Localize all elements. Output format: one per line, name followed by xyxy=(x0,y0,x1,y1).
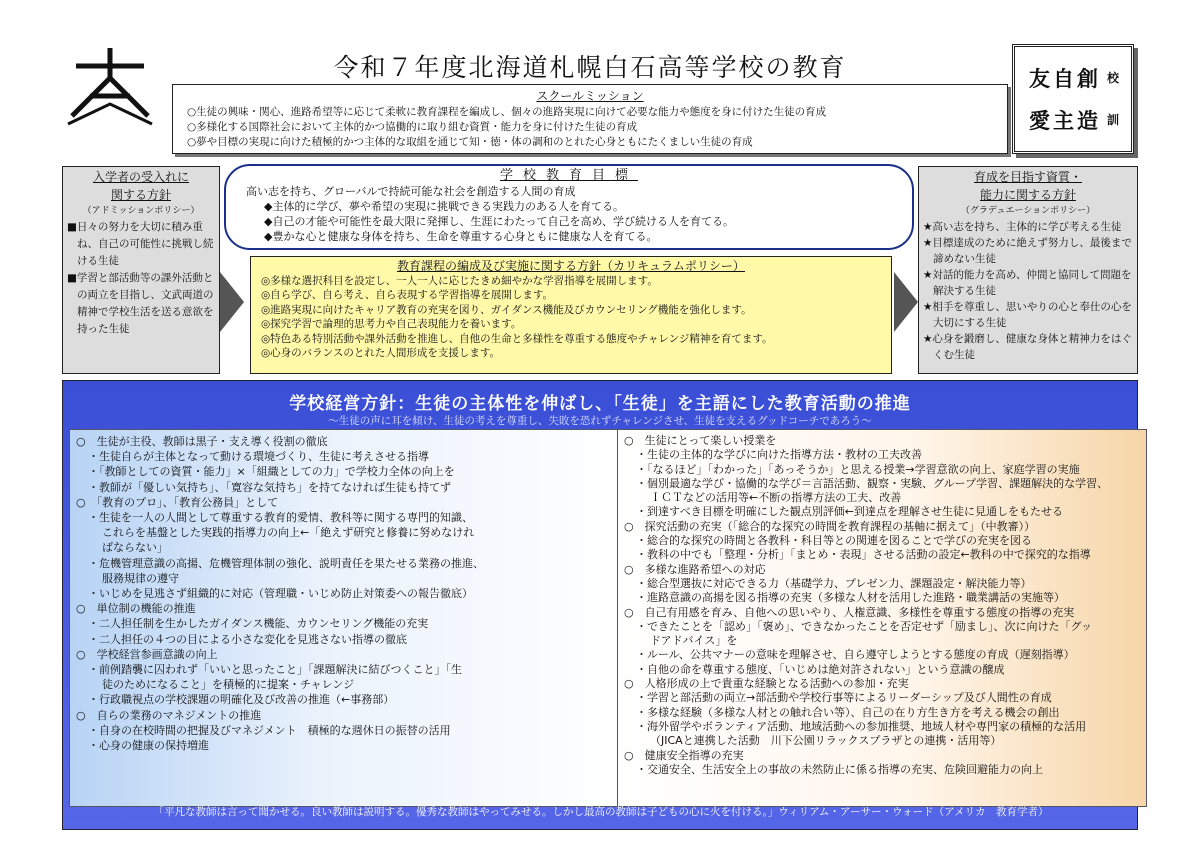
curriculum-line: ◎多様な選択科目を設定し、一人一人に応じたきめ細やかな学習指導を展開します。 xyxy=(261,275,658,287)
school-motto xyxy=(1012,44,1134,154)
graduation-policy-box xyxy=(918,166,1138,374)
goals-heading: 学校教育目標 xyxy=(499,168,638,183)
policy-item: ・到達すべき目標を明確にした観点別評価←到達点を理解させ生徒に見通しをもたせる xyxy=(636,505,1063,519)
management-subtitle: ～生徒の声に耳を傾け、生徒の考えを尊重し、失敗を恐れずチャレンジさせ、生徒を支えるグッドコーチであろう～ xyxy=(328,415,872,427)
mission-line: ○生徒の興味・関心、進路希望等に応じて柔軟に教育課程を編成し、個々の進路実現に向けて必要な能力や態度を身に付けた生徒の育成 xyxy=(187,106,827,118)
policy-item: ・進路意識の高揚を図る指導の充実（多様な人材を活用した進路・職業講話の実施等） xyxy=(636,591,1065,605)
management-left-column xyxy=(69,429,625,807)
admission-heading-1: 入学者の受入れに xyxy=(92,170,189,184)
mission-line: ○多様化する国際社会において主体的かつ協働的に取り組む資質・能力を身に付けた生徒の育成 xyxy=(187,121,638,133)
policy-item: ・多様な経験（多様な人材との触れ合い等）、自己の在り方生き方を考える機会の創出 xyxy=(636,705,1060,719)
goals-line: ◆主体的に学び、夢や希望の実現に挑戦できる実践力のある人を育てる。 xyxy=(264,200,625,213)
admission-heading-2: 関する方針 xyxy=(110,188,171,202)
curriculum-line: ◎進路実現に向けたキャリア教育の充実を図り、ガイダンス機能及びカウンセリング機能を強化します。 xyxy=(261,303,752,316)
policy-item: ＩＣＴなどの活用等←不断の指導方法の工夫、改善 xyxy=(650,491,902,505)
policy-item: ・生徒を一人の人間として尊重する教育的愛情、教科等に関する専門的知識、 xyxy=(88,511,473,525)
motto-row-1: 友自創 xyxy=(1029,66,1101,91)
policy-item: これらを基盤とした実践的指導力の向上←「絶えず研究と修養に努めなけれ xyxy=(102,526,475,540)
graduation-item: ★目標達成のために絶えず努力し、最後まで諦めない生徒 xyxy=(923,237,1132,265)
management-title: 学校経営方針：生徒の主体性を伸ばし、「生徒」を主語にした教育活動の推進 xyxy=(289,394,911,414)
policy-item: ・できたことを「認め」「褒め」、できなかったことを否定せず「励まし」、次に向けた「グッ xyxy=(636,619,1092,633)
policy-heading: ○ 学校経営参画意識の向上 xyxy=(76,647,218,661)
policy-heading: ○ 生徒にとって楽しい授業を xyxy=(624,434,777,447)
graduation-heading-1: 育成を目指す資質・ xyxy=(973,170,1082,184)
graduation-subheading: （グラデュエーションポリシー） xyxy=(960,206,1096,216)
policy-item: 服務規律の遵守 xyxy=(102,571,179,585)
arrow-right-icon xyxy=(894,272,918,332)
policy-item: ・個別最適な学び・協働的な学び＝言語活動、観察・実験、グループ学習、課題解決的な学習、 xyxy=(636,476,1109,490)
policy-item: ・自身の在校時間の把握及びマネジメント 積極的な週休日の振替の活用 xyxy=(88,723,451,737)
graduation-heading-2: 能力に関する方針 xyxy=(979,188,1076,202)
curriculum-line: ◎自ら学び、自ら考え、自ら表現する学習指導を展開します。 xyxy=(261,289,554,302)
policy-item: ・いじめを見逃さず組織的に対応（管理職・いじめ防止対策委への報告徹底） xyxy=(88,587,473,601)
policy-item: ・総合型選抜に対応できる力（基礎学力、プレゼン力、課題設定・解決能力等） xyxy=(636,576,1032,590)
policy-item: ばならない」 xyxy=(102,541,168,555)
policy-item: ・ルール、公共マナーの意味を理解させ、自ら遵守しようとする態度の育成（遅刻指導） xyxy=(636,648,1075,662)
policy-item: ・行政職視点の学校課題の明確化及び改善の推進（←事務部） xyxy=(88,693,395,707)
policy-item: （JICAと連携した活動 川下公園リラックスプラザとの連携・活用等） xyxy=(650,734,1002,748)
goals-line: ◆豊かな心と健康な身体を持ち、生命を尊重する心身ともに健康な人を育てる。 xyxy=(264,230,658,243)
curriculum-line: ◎特色ある特別活動や課外活動を推進し、自他の生命と多様性を尊重する態度やチャレンジ精神を育てます。 xyxy=(261,332,773,345)
policy-heading: ○ 健康安全指導の充実 xyxy=(624,748,744,762)
policy-item: ・「なるほど」「わかった」「あっそうか」と思える授業→学習意欲の向上、家庭学習の実施 xyxy=(636,462,1080,476)
page-title: 令和７年度北海道札幌白石高等学校の教育 xyxy=(333,53,847,82)
policy-heading: ○ 「教育のプロ」、「教育公務員」として xyxy=(76,495,279,509)
mission-line: ○夢や目標の実現に向けた積極的かつ主体的な取組を通じて知・徳・体の調和のとれた心身ともにたくましい生徒の育成 xyxy=(187,136,753,148)
school-mission-box xyxy=(172,84,1008,154)
policy-item: ドアドバイス」を xyxy=(650,634,738,648)
admission-policy-box xyxy=(62,166,220,374)
motto-label-1: 校 xyxy=(1106,71,1119,85)
policy-heading: ○ 人格形成の上で貴重な経験となる活動への参加・充実 xyxy=(624,677,909,691)
policy-item: ・自他の命を尊重する態度、「いじめは絶対許されない」という意識の醸成 xyxy=(636,662,1005,676)
admission-item: ■学習と部活動等の課外活動との両立を目指し、文武両道の精神で学校生活を送る意欲を持った生徒 xyxy=(67,272,214,335)
policy-item: ・前例踏襲に囚われず「いいと思ったこと」「課題解決に結びつくこと」「生 xyxy=(88,663,462,677)
graduation-item: ★相手を尊重し、思いやりの心と奉仕の心を大切にする生徒 xyxy=(923,301,1132,329)
policy-item: ・教科の中でも「整理・分析」「まとめ・表現」させる活動の設定←教科の中で探究的な指導 xyxy=(636,548,1091,562)
policy-item: ・「教師としての資質・能力」×「組織としての力」で学校力全体の向上を xyxy=(88,465,455,479)
policy-item: ・生徒の主体的な学びに向けた指導方法・教材の工夫改善 xyxy=(636,448,922,462)
curriculum-line: ◎探究学習で論理的思考力や自己表現能力を養います。 xyxy=(261,318,522,331)
school-goals-box xyxy=(224,164,914,250)
policy-item: 徒のためになること」を積極的に提案・チャレンジ xyxy=(102,678,355,692)
admission-item: ■日々の努力を大切に積み重ね、自己の可能性に挑戦し続ける生徒 xyxy=(67,221,214,267)
motto-label-2: 訓 xyxy=(1106,113,1119,127)
mission-heading: スクールミッション xyxy=(536,89,644,103)
management-policy-panel xyxy=(62,380,1138,830)
motto-row-2: 愛主造 xyxy=(1029,108,1101,133)
policy-heading: ○ 生徒が主役、教師は黒子・支え導く役割の徹底 xyxy=(76,435,328,448)
goals-line: ◆自己の才能や可能性を最大限に発揮し、生涯にわたって自己を高め、学び続ける人を育てる。 xyxy=(264,215,735,228)
policy-item: ・教師が「優しい気持ち」、「寛容な気持ち」を持てなければ生徒も持てず xyxy=(88,480,451,494)
management-right-column xyxy=(617,429,1147,807)
policy-item: ・交通安全、生活安全上の事故の未然防止に係る指導の充実、危険回避能力の向上 xyxy=(636,762,1043,776)
goals-line: 高い志を持ち、グローバルで持続可能な社会を創造する人間の育成 xyxy=(246,185,576,198)
graduation-item: ★心身を鍛磨し、健康な身体と精神力をはぐくむ生徒 xyxy=(923,333,1132,361)
policy-item: ・二人担任の４つの目による小さな変化を見逃さない指導の徹底 xyxy=(88,632,407,646)
policy-heading: ○ 自己有用感を育み、自他への思いやり、人権意識、多様性を尊重する態度の指導の充実 xyxy=(624,605,1075,619)
arrow-right-icon xyxy=(220,272,244,332)
policy-item: ・危機管理意識の高揚、危機管理体制の強化、説明責任を果たせる業務の推進、 xyxy=(88,556,484,570)
policy-item: ・生徒自らが主体となって動ける環境づくり、生徒に考えさせる指導 xyxy=(88,450,429,464)
curriculum-line: ◎心身のバランスのとれた人間形成を支援します。 xyxy=(261,347,501,360)
graduation-item: ★対話的能力を高め、仲間と協同して問題を解決する生徒 xyxy=(923,269,1132,297)
curriculum-policy-box xyxy=(250,256,892,374)
policy-heading: ○ 自らの業務のマネジメントの推進 xyxy=(76,708,262,722)
graduation-item: ★高い志を持ち、主体的に学び考える生徒 xyxy=(923,221,1122,233)
policy-heading: ○ 多様な進路希望への対応 xyxy=(624,562,766,576)
policy-item: ・学習と部活動の両立→部活動や学校行事等によるリーダーシップ及び人間性の育成 xyxy=(636,691,1052,705)
admission-subheading: （アドミッションポリシー） xyxy=(82,206,200,216)
closing-quote: 「平凡な教師は言って聞かせる。良い教師は説明する。優秀な教師はやってみせる。しかし最高の教師は子どもの心に火を付ける。」ウィリアム・アーサー・ウォード（アメリカ 教育学者） xyxy=(153,806,1049,818)
policy-item: ・海外留学やボランティア活動、地域活動への参加推奨、地域人材や専門家の積極的な活用 xyxy=(636,719,1087,733)
policy-heading: ○ 単位制の機能の推進 xyxy=(76,602,196,616)
policy-item: ・心身の健康の保持増進 xyxy=(88,739,209,753)
policy-heading: ○ 探究活動の充実（「総合的な探究の時間を教育課程の基軸に据えて」（中教審）） xyxy=(624,519,1036,533)
school-emblem-icon xyxy=(62,44,158,128)
policy-item: ・二人担任制を生かしたガイダンス機能、カウンセリング機能の充実 xyxy=(88,617,429,631)
curriculum-heading: 教育課程の編成及び実施に関する方針（カリキュラムポリシー） xyxy=(397,259,745,273)
policy-item: ・総合的な探究の時間と各教科・科目等との関連を図ることで学びの充実を図る xyxy=(636,534,1032,548)
